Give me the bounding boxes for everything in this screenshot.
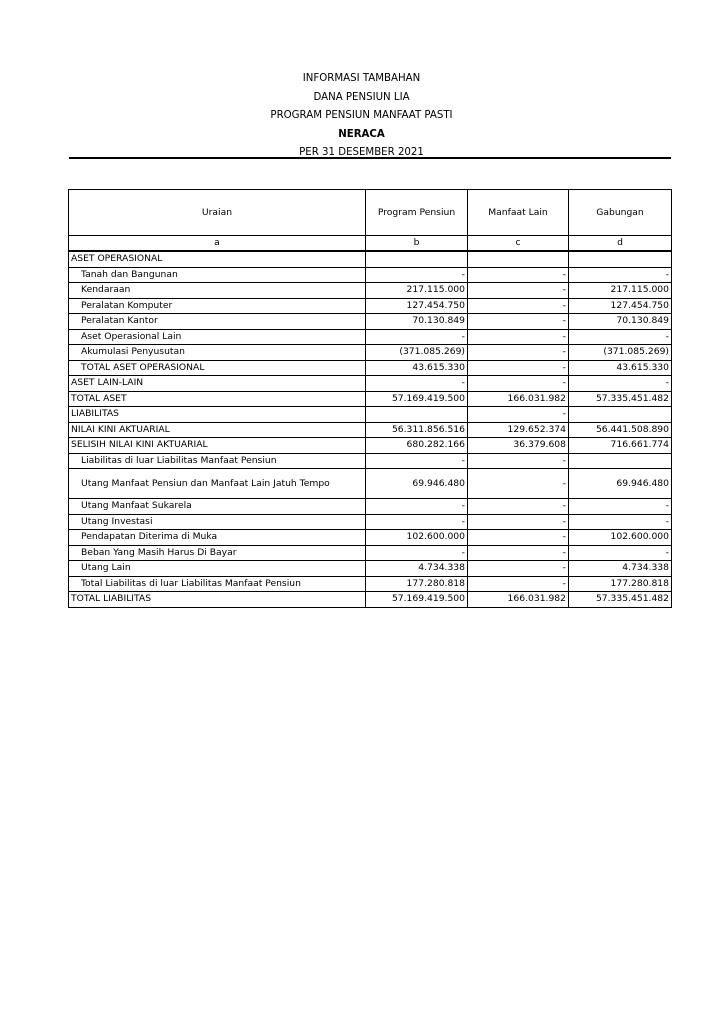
cell-manfaat-lain: - <box>468 329 569 345</box>
header-program-name: PROGRAM PENSIUN MANFAAT PASTI <box>270 110 453 121</box>
cell-gabungan: 177.280.818 <box>569 576 672 592</box>
row-label: Kendaraan <box>69 283 366 299</box>
row-label: TOTAL ASET <box>69 391 366 407</box>
cell-manfaat-lain: - <box>468 499 569 515</box>
cell-program-pensiun: - <box>366 514 468 530</box>
table-row <box>69 438 672 454</box>
table-row <box>69 329 672 345</box>
table-row <box>69 576 672 592</box>
cell-manfaat-lain: - <box>468 469 569 499</box>
table-row <box>69 592 672 608</box>
cell-program-pensiun: 43.615.330 <box>366 360 468 376</box>
cell-manfaat-lain: - <box>468 407 569 423</box>
cell-program-pensiun: 69.946.480 <box>366 469 468 499</box>
cell-gabungan: - <box>569 376 672 392</box>
cell-program-pensiun: 57.169.419.500 <box>366 391 468 407</box>
cell-gabungan: 43.615.330 <box>569 360 672 376</box>
row-label: ASET OPERASIONAL <box>69 251 366 267</box>
cell-manfaat-lain: - <box>468 267 569 283</box>
row-label: Aset Operasional Lain <box>69 329 366 345</box>
column-header-gabungan: Gabungan <box>569 190 672 236</box>
cell-manfaat-lain: - <box>468 298 569 314</box>
table-row <box>69 561 672 577</box>
cell-program-pensiun: 56.311.856.516 <box>366 422 468 438</box>
cell-gabungan: - <box>569 514 672 530</box>
column-letter-b: b <box>366 236 468 252</box>
cell-gabungan: - <box>569 267 672 283</box>
cell-gabungan: 4.734.338 <box>569 561 672 577</box>
table-row <box>69 514 672 530</box>
cell-gabungan: 57.335.451.482 <box>569 592 672 608</box>
cell-manfaat-lain: - <box>468 314 569 330</box>
header-fund-name: DANA PENSIUN LIA <box>313 91 410 103</box>
row-label: LIABILITAS <box>69 407 366 423</box>
cell-gabungan: - <box>569 499 672 515</box>
cell-program-pensiun: - <box>366 545 468 561</box>
table-row <box>69 283 672 299</box>
cell-program-pensiun: 177.280.818 <box>366 576 468 592</box>
cell-program-pensiun <box>366 407 468 423</box>
cell-program-pensiun: 102.600.000 <box>366 530 468 546</box>
row-label: Pendapatan Diterima di Muka <box>69 530 366 546</box>
table-row <box>69 360 672 376</box>
cell-gabungan: 217.115.000 <box>569 283 672 299</box>
row-label: Utang Investasi <box>69 514 366 530</box>
cell-program-pensiun: 57.169.419.500 <box>366 592 468 608</box>
cell-program-pensiun: 217.115.000 <box>366 283 468 299</box>
cell-manfaat-lain: 36.379.608 <box>468 438 569 454</box>
cell-gabungan: 102.600.000 <box>569 530 672 546</box>
cell-gabungan: 127.454.750 <box>569 298 672 314</box>
row-label: TOTAL LIABILITAS <box>69 592 366 608</box>
cell-program-pensiun: - <box>366 499 468 515</box>
cell-program-pensiun: 127.454.750 <box>366 298 468 314</box>
table-row <box>69 469 672 499</box>
column-header-uraian: Uraian <box>69 190 366 236</box>
cell-gabungan <box>569 453 672 469</box>
table-row <box>69 251 672 267</box>
balance-sheet-table <box>68 189 672 608</box>
header-info-line: INFORMASI TAMBAHAN <box>302 73 421 84</box>
cell-manfaat-lain: - <box>468 345 569 361</box>
table-header-row <box>69 190 672 236</box>
cell-manfaat-lain: 166.031.982 <box>468 391 569 407</box>
cell-manfaat-lain: 129.652.374 <box>468 422 569 438</box>
report-header <box>0 70 723 163</box>
table-row <box>69 267 672 283</box>
cell-program-pensiun: 70.130.849 <box>366 314 468 330</box>
table-row <box>69 545 672 561</box>
cell-program-pensiun: 680.282.166 <box>366 438 468 454</box>
cell-gabungan: - <box>569 545 672 561</box>
column-letter-d: d <box>569 236 672 252</box>
cell-gabungan: 69.946.480 <box>569 469 672 499</box>
row-label: Liabilitas di luar Liabilitas Manfaat Pensiun <box>69 453 366 469</box>
cell-program-pensiun: (371.085.269) <box>366 345 468 361</box>
cell-manfaat-lain: - <box>468 283 569 299</box>
row-label: Utang Manfaat Sukarela <box>69 499 366 515</box>
table-row <box>69 422 672 438</box>
row-label: NILAI KINI AKTUARIAL <box>69 422 366 438</box>
cell-manfaat-lain: - <box>468 530 569 546</box>
row-label: Beban Yang Masih Harus Di Bayar <box>69 545 366 561</box>
table-row <box>69 298 672 314</box>
cell-manfaat-lain <box>468 251 569 267</box>
header-divider <box>69 157 671 159</box>
table-row <box>69 391 672 407</box>
row-label: Akumulasi Penyusutan <box>69 345 366 361</box>
table-row <box>69 530 672 546</box>
table-row <box>69 314 672 330</box>
cell-gabungan: 57.335.451.482 <box>569 391 672 407</box>
row-label: Tanah dan Bangunan <box>69 267 366 283</box>
row-label: Peralatan Komputer <box>69 298 366 314</box>
row-label: Total Liabilitas di luar Liabilitas Manfaat Pensiun <box>69 576 366 592</box>
table-row <box>69 407 672 423</box>
column-letter-row <box>69 236 672 252</box>
header-report-date: PER 31 DESEMBER 2021 <box>299 147 424 158</box>
column-letter-a: a <box>69 236 366 252</box>
table-row <box>69 345 672 361</box>
cell-program-pensiun: - <box>366 267 468 283</box>
cell-program-pensiun: - <box>366 329 468 345</box>
table-row <box>69 376 672 392</box>
row-label: SELISIH NILAI KINI AKTUARIAL <box>69 438 366 454</box>
cell-gabungan: (371.085.269) <box>569 345 672 361</box>
cell-manfaat-lain: - <box>468 545 569 561</box>
header-report-title: NERACA <box>338 128 385 140</box>
row-label: ASET LAIN-LAIN <box>69 376 366 392</box>
table-row <box>69 453 672 469</box>
row-label: Utang Manfaat Pensiun dan Manfaat Lain Jatuh Tempo <box>69 469 366 499</box>
cell-manfaat-lain: - <box>468 376 569 392</box>
table-row <box>69 499 672 515</box>
cell-program-pensiun: - <box>366 376 468 392</box>
cell-manfaat-lain: - <box>468 576 569 592</box>
cell-program-pensiun <box>366 251 468 267</box>
cell-manfaat-lain: - <box>468 561 569 577</box>
cell-program-pensiun: 4.734.338 <box>366 561 468 577</box>
column-header-manfaat-lain: Manfaat Lain <box>468 190 569 236</box>
row-label: Peralatan Kantor <box>69 314 366 330</box>
cell-manfaat-lain: - <box>468 360 569 376</box>
cell-manfaat-lain: - <box>468 514 569 530</box>
row-label: TOTAL ASET OPERASIONAL <box>69 360 366 376</box>
column-letter-c: c <box>468 236 569 252</box>
cell-gabungan <box>569 251 672 267</box>
cell-gabungan: 70.130.849 <box>569 314 672 330</box>
cell-manfaat-lain: - <box>468 453 569 469</box>
cell-program-pensiun: - <box>366 453 468 469</box>
cell-gabungan: 56.441.508.890 <box>569 422 672 438</box>
row-label: Utang Lain <box>69 561 366 577</box>
cell-gabungan: 716.661.774 <box>569 438 672 454</box>
cell-gabungan: - <box>569 329 672 345</box>
cell-gabungan <box>569 407 672 423</box>
cell-manfaat-lain: 166.031.982 <box>468 592 569 608</box>
column-header-program-pensiun: Program Pensiun <box>366 190 468 236</box>
